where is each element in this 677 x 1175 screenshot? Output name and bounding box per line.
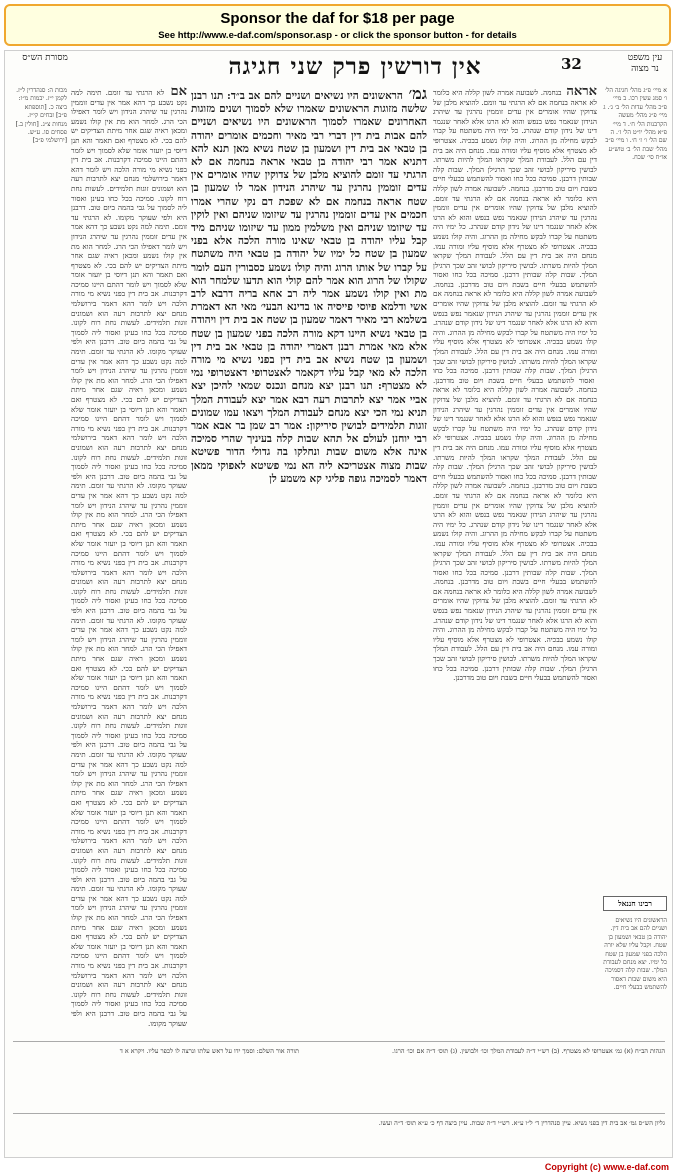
ein-mishpat-column <box>603 87 667 767</box>
sponsor-banner[interactable] <box>4 4 671 46</box>
sponsor-banner-title[interactable]: Sponsor the daf for $18 per page <box>220 10 455 27</box>
gemara-text: הראשונים היו נשיאים ושניים להם אב ב״ד: תנו רבנן שלשה מזוגות הראשונים שאמרו שלא לסמוך ושנים מזוגות האחרונים שאמרו לסמוך הראשונים היו נשיאים ושניים להם אבות בית דין דברי רבי מאיר וחכמים אומרים יהודה בן טבאי אב בית דין ושמעון בן שטח נשיא מאן תנא להא דתניא אמר רבי יהודה בן טבאי אראה בנחמה אם לא הרגתי עד זומם להוציא מלבן של צדוקין שהיו אומרים אין עדים זוממין נהרגין עד שיהרג הנידון אמר לו שמעון בן שטח אראה בנחמה אם לא שפכת דם נקי שהרי אמרו חכמים אין עדים זוממין נהרגין עד שיזומו שניהם ואין לוקין עד שיזומו שניהם ואין משלמין ממון עד שיזומו שניהם מיד קבל עליו יהודה בן טבאי שאינו מורה הלכה אלא בפני שמעון בן שטח כל ימיו של יהודה בן טבאי היה משתטח על קברו של אותו הרוג והיה קולו נשמע כסבורין העם לומר שקולו של הרוג הוא אמר להם קולי הוא תדעו שלמחר הוא מת ואין קולו נשמע אמר ליה רב אחא בריה דרבא לרב אשי ודלמא פיוסי פייסיה או בדינא הבעי׳ מאי הא דאמרת בשלמא רבי מאיר דאמר שמעון בן שטח אב בית דין ויהודה בן טבאי נשיא היינו דקא מורה הלכה בפני שמעון בן שטח אלא מאי אמרת רבנן דאמרי יהודה בן טבאי אב בית דין ושמעון בן שטח נשיא אב בית דין בפני נשיא מי מורה הלכה לא מאי קבל עליו דקאמר לאצטרופי דאצטרופי נמי לא מצטרף: תנו רבנן יצא מנחם ונכנס שמאי להיכן יצא אביי אמר יצא לתרבות רעה רבא אמר יצא לעבודת המלך תניא נמי הכי יצא מנחם לעבודת המלך ויצאו עמו שמונים זוגות תלמידים לבושין סיריקון: אמר רב שמן בר אבא אמר רבי יוחנן לעולם אל תהא שבות קלה בעיניך שהרי סמיכה אינה אלא משום שבות ונחלקו בה גדולי הדור פשיטא שבות מצוה אצטריכא ליה הא נמי פשיטא לאפוקי ממאן דאמר לסמיכה גופה פליגי קא משמע לן <box>191 90 427 485</box>
tosafot-column <box>71 84 187 1028</box>
hagahot-habach: הגהות הב״ח (א) גמ׳ אצטרופי לא מצטרף. (ב) רש״י ד״ה לעבודת המלך וכו׳ ולבושין. (ג) תוס׳ ד״ה אם וכו׳ הרגו. <box>391 1047 665 1055</box>
gilyon-hashas: גליון הש״ס גמ׳ אב בית דין בפני נשיא. עיין סנהדרין ד׳ ל״ו ע״א. רש״י ד״ה שבות. עיין ביצה דף כ׳ ע״א תוס׳ ד״ה ועשו. <box>378 1119 665 1127</box>
rashi-text-continued-4: בנחמה. לשבועה אמרה לשון קללה היא כלומר לא אראה בנחמה אם לא הרגתי עד זומם. להוציא מלבן של צדוקין שהיו אומרים אין עדים זוממין נהרגין עד שיהרג הנידון שנאמר נפש בנפש והוא לא הרגו אלא לאחר שנגמר דינו של נידון קודם שנהרג. כל ימיו היה משתטח על קברו לבקש מחילה מן ההרוג. והיה קולו נשמע בבכיה. אצטרופי לא מצטרף אלא מוסיף עליו ומורה עמו. מנחם היה אב בית דין עם הלל. לעבודת המלך שקראו המלך להיות משרתו. לבושין סיריקון לבושי זהב שכך הרגילן המלך. שבות קלה שבותין דרבנן. סמיכה בכל כחו ואסור להשתמש בבעלי חיים בשבת ויום טוב מדרבנן. <box>433 481 597 587</box>
copyright-notice[interactable]: Copyright (c) www.e-daf.com <box>544 1162 669 1172</box>
rashi-text-continued: בנחמה. לשבועה אמרה לשון קללה היא כלומר לא אראה בנחמה אם לא הרגתי עד זומם. להוציא מלבן של צדוקין שהיו אומרים אין עדים זוממין נהרגין עד שיהרג הנידון שנאמר נפש בנפש והוא לא הרגו אלא לאחר שנגמר דינו של נידון קודם שנהרג. כל ימיו היה משתטח על קברו לבקש מחילה מן ההרוג. והיה קולו נשמע בבכיה. אצטרופי לא מצטרף אלא מוסיף עליו ומורה עמו. מנחם היה אב בית דין עם הלל. לעבודת המלך שקראו המלך להיות משרתו. לבושין סיריקון לבושי זהב שכך הרגילן המלך. שבות קלה שבותין דרבנן. סמיכה בכל כחו ואסור להשתמש בבעלי חיים בשבת ויום טוב מדרבנן. <box>433 183 597 289</box>
rabbeinu-chananel-text: הראשונים היו נשיאים ושניים להם אב בית דין. יהודה בן טבאי ושמעון בן שטח. וקבל עליו שלא יורה הלכה בפני שמעון בן שטח כל ימיו. יצא מנחם לעבודת המלך. שבות קלה דסמיכה היא משום שבות דאסור להשתמש בבעלי חיים. <box>603 917 667 992</box>
gemara-lead-word: גמ׳ <box>402 84 428 103</box>
sponsor-banner-link[interactable]: See http://www.e-daf.com/sponsor.asp - or click the sponsor button - for details <box>158 30 517 41</box>
tosafot-text-continued: לא הרגתי עד זומם. תימה למה נקט נשבע כך דהא אמר אין עדים זוממין נהרגין עד שיהרג הנידון ויש לומר דאפילו הכי הרג. למחר הוא מת אין קולו נשמע ומכאן ראיה שגם אחר מיתת הצדיקים יש להם בכי. לא מצטרף ואם תאמר והא תנן דיוסי בן יועזר אומר שלא לסמוך ויש לומר דהתם היינו סמיכה דקרבנות. אב בית דין בפני נשיא מי מורה הלכה ויש לומר דהא דאמר בירושלמי מנחם יצא לתרבות רעה הוא ושמונים זוגות תלמידים. לעשות נחת רוח לקונו. סמיכה בכל כחו בעינן ואסור ליה לסמוך על גבי בהמה ביום טוב. דרבנן היא ולפי שעוקר מקומו. <box>71 212 187 357</box>
divider-line-bottom <box>13 1113 665 1114</box>
tosafot-text-continued-2: לא הרגתי עד זומם. תימה למה נקט נשבע כך דהא אמר אין עדים זוממין נהרגין עד שיהרג הנידון ויש לומר דאפילו הכי הרג. למחר הוא מת אין קולו נשמע ומכאן ראיה שגם אחר מיתת הצדיקים יש להם בכי. לא מצטרף ואם תאמר והא תנן דיוסי בן יועזר אומר שלא לסמוך ויש לומר דהתם היינו סמיכה דקרבנות. אב בית דין בפני נשיא מי מורה הלכה ויש לומר דהא דאמר בירושלמי מנחם יצא לתרבות רעה הוא ושמונים זוגות תלמידים. לעשות נחת רוח לקונו. סמיכה בכל כחו בעינן ואסור ליה לסמוך על גבי בהמה ביום טוב. דרבנן היא ולפי שעוקר מקומו. <box>71 347 187 491</box>
page-number: 32 <box>561 55 582 73</box>
page-header <box>5 51 674 81</box>
torah-or: תורה אור השלם: וסמך ידו על ראש עלתו ונרצה לו לכפר עליו. ויקרא א ד <box>119 1047 299 1055</box>
gemara-column <box>191 84 428 1037</box>
tosafot-text: לא הרגתי עד זומם. תימה למה נקט נשבע כך דהא אמר אין עדים זוממין נהרגין עד שיהרג הנידון ויש לומר דאפילו הכי הרג. למחר הוא מת אין קולו נשמע ומכאן ראיה שגם אחר מיתת הצדיקים יש להם בכי. לא מצטרף ואם תאמר והא תנן דיוסי בן יועזר אומר שלא לסמוך ויש לומר דהתם היינו סמיכה דקרבנות. אב בית דין בפני נשיא מי מורה הלכה ויש לומר דהא דאמר בירושלמי מנחם יצא לתרבות רעה הוא ושמונים זוגות תלמידים. לעשות נחת רוח לקונו. סמיכה בכל כחו בעינן ואסור ליה לסמוך על גבי בהמה ביום טוב. דרבנן היא ולפי שעוקר מקומו. <box>71 88 187 222</box>
divider-line <box>13 1041 665 1042</box>
tosafot-text-continued-3: לא הרגתי עד זומם. תימה למה נקט נשבע כך דהא אמר אין עדים זוממין נהרגין עד שיהרג הנידון ויש לומר דאפילו הכי הרג. למחר הוא מת אין קולו נשמע ומכאן ראיה שגם אחר מיתת הצדיקים יש להם בכי. לא מצטרף ואם תאמר והא תנן דיוסי בן יועזר אומר שלא לסמוך ויש לומר דהתם היינו סמיכה דקרבנות. אב בית דין בפני נשיא מי מורה הלכה ויש לומר דהא דאמר בירושלמי מנחם יצא לתרבות רעה הוא ושמונים זוגות תלמידים. לעשות נחת רוח לקונו. סמיכה בכל כחו בעינן ואסור ליה לסמוך על גבי בהמה ביום טוב. דרבנן היא ולפי שעוקר מקומו. <box>71 481 187 625</box>
tosafot-text-continued-5: לא הרגתי עד זומם. תימה למה נקט נשבע כך דהא אמר אין עדים זוממין נהרגין עד שיהרג הנידון ויש לומר דאפילו הכי הרג. למחר הוא מת אין קולו נשמע ומכאן ראיה שגם אחר מיתת הצדיקים יש להם בכי. לא מצטרף ואם תאמר והא תנן דיוסי בן יועזר אומר שלא לסמוך ויש לומר דהתם היינו סמיכה דקרבנות. אב בית דין בפני נשיא מי מורה הלכה ויש לומר דהא דאמר בירושלמי מנחם יצא לתרבות רעה הוא ושמונים זוגות תלמידים. לעשות נחת רוח לקונו. סמיכה בכל כחו בעינן ואסור ליה לסמוך על גבי בהמה ביום טוב. דרבנן היא ולפי שעוקר מקומו. <box>71 749 187 894</box>
rashi-column <box>433 84 597 937</box>
rabbeinu-chananel-label: רבינו חננאל <box>603 896 667 911</box>
running-head: אין דורשין פרק שני חגיגה <box>228 53 482 80</box>
rashi-text-continued-5: בנחמה. לשבועה אמרה לשון קללה היא כלומר לא אראה בנחמה אם לא הרגתי עד זומם. להוציא מלבן של צדוקין שהיו אומרים אין עדים זוממין נהרגין עד שיהרג הנידון שנאמר נפש בנפש והוא לא הרגו אלא לאחר שנגמר דינו של נידון קודם שנהרג. כל ימיו היה משתטח על קברו לבקש מחילה מן ההרוג. והיה קולו נשמע בבכיה. אצטרופי לא מצטרף אלא מוסיף עליו ומורה עמו. מנחם היה אב בית דין עם הלל. לעבודת המלך שקראו המלך להיות משרתו. לבושין סיריקון לבושי זהב שכך הרגילן המלך. שבות קלה שבותין דרבנן. סמיכה בכל כחו ואסור להשתמש בבעלי חיים בשבת ויום טוב מדרבנן. <box>433 577 597 683</box>
ein-mishpat-label: עין משפט נר מצוה <box>627 53 663 74</box>
mesorat-text: מכות ה: סנהדרין ל״ז. לקמן י״ז. יבמות מ״ו: ביצה כ. [תוספתא פ״ב] זבחים קי״ז. מנחות צ״ג. [חולין ב.] פסחים סו. ע״ש. [ירושלמי פ״ב] <box>15 87 67 145</box>
talmud-page <box>4 50 673 1158</box>
rashi-heading: אראה <box>561 84 597 99</box>
rashi-text: בנחמה. לשבועה אמרה לשון קללה היא כלומר לא אראה בנחמה אם לא הרגתי עד זומם. להוציא מלבן של צדוקין שהיו אומרים אין עדים זוממין נהרגין עד שיהרג הנידון שנאמר נפש בנפש והוא לא הרגו אלא לאחר שנגמר דינו של נידון קודם שנהרג. כל ימיו היה משתטח על קברו לבקש מחילה מן ההרוג. והיה קולו נשמע בבכיה. אצטרופי לא מצטרף אלא מוסיף עליו ומורה עמו. מנחם היה אב בית דין עם הלל. לעבודת המלך שקראו המלך להיות משרתו. לבושין סיריקון לבושי זהב שכך הרגילן המלך. שבות קלה שבותין דרבנן. סמיכה בכל כחו ואסור להשתמש בבעלי חיים בשבת ויום טוב מדרבנן. <box>433 88 597 193</box>
rashi-text-continued-3: בנחמה. לשבועה אמרה לשון קללה היא כלומר לא אראה בנחמה אם לא הרגתי עד זומם. להוציא מלבן של צדוקין שהיו אומרים אין עדים זוממין נהרגין עד שיהרג הנידון שנאמר נפש בנפש והוא לא הרגו אלא לאחר שנגמר דינו של נידון קודם שנהרג. כל ימיו היה משתטח על קברו לבקש מחילה מן ההרוג. והיה קולו נשמע בבכיה. אצטרופי לא מצטרף אלא מוסיף עליו ומורה עמו. מנחם היה אב בית דין עם הלל. לעבודת המלך שקראו המלך להיות משרתו. לבושין סיריקון לבושי זהב שכך הרגילן המלך. שבות קלה שבותין דרבנן. סמיכה בכל כחו ואסור להשתמש בבעלי חיים בשבת ויום טוב מדרבנן. <box>433 385 597 491</box>
tosafot-text-continued-6: לא הרגתי עד זומם. תימה למה נקט נשבע כך דהא אמר אין עדים זוממין נהרגין עד שיהרג הנידון ויש לומר דאפילו הכי הרג. למחר הוא מת אין קולו נשמע ומכאן ראיה שגם אחר מיתת הצדיקים יש להם בכי. לא מצטרף ואם תאמר והא תנן דיוסי בן יועזר אומר שלא לסמוך ויש לומר דהתם היינו סמיכה דקרבנות. אב בית דין בפני נשיא מי מורה הלכה ויש לומר דהא דאמר בירושלמי מנחם יצא לתרבות רעה הוא ושמונים זוגות תלמידים. לעשות נחת רוח לקונו. סמיכה בכל כחו בעינן ואסור ליה לסמוך על גבי בהמה ביום טוב. דרבנן היא ולפי שעוקר מקומו. <box>71 884 187 1028</box>
tosafot-heading: אם <box>164 84 187 99</box>
ein-mishpat-text: א מיי׳ פ״ג מהל׳ חגיגה הל׳ ו׳ סמג עשין רכו. ב מיי׳ פ״כ מהל׳ עדות הל׳ ב׳ ג׳. ג מיי׳ פ״ג מהל׳ מעשה הקרבנות הל׳ ח׳. ד מיי׳ פ״א מהל׳ יו״ט הל׳ ז׳. ה שם הל׳ ו׳ ז׳ ח׳. ו מיי׳ פ״ב מהל׳ שבת הל׳ ב׳ טוש״ע או״ח סי׳ שכח. <box>603 87 667 162</box>
rashi-text-continued-2: בנחמה. לשבועה אמרה לשון קללה היא כלומר לא אראה בנחמה אם לא הרגתי עד זומם. להוציא מלבן של צדוקין שהיו אומרים אין עדים זוממין נהרגין עד שיהרג הנידון שנאמר נפש בנפש והוא לא הרגו אלא לאחר שנגמר דינו של נידון קודם שנהרג. כל ימיו היה משתטח על קברו לבקש מחילה מן ההרוג. והיה קולו נשמע בבכיה. אצטרופי לא מצטרף אלא מוסיף עליו ומורה עמו. מנחם היה אב בית דין עם הלל. לעבודת המלך שקראו המלך להיות משרתו. לבושין סיריקון לבושי זהב שכך הרגילן המלך. שבות קלה שבותין דרבנן. סמיכה בכל כחו ואסור להשתמש בבעלי חיים בשבת ויום טוב מדרבנן. <box>433 279 597 385</box>
rabbeinu-chananel-column <box>603 917 667 1037</box>
mesorat-label: מסורת הש״ס <box>22 53 68 63</box>
mesorat-column <box>13 87 67 987</box>
tosafot-text-continued-4: לא הרגתי עד זומם. תימה למה נקט נשבע כך דהא אמר אין עדים זוממין נהרגין עד שיהרג הנידון ויש לומר דאפילו הכי הרג. למחר הוא מת אין קולו נשמע ומכאן ראיה שגם אחר מיתת הצדיקים יש להם בכי. לא מצטרף ואם תאמר והא תנן דיוסי בן יועזר אומר שלא לסמוך ויש לומר דהתם היינו סמיכה דקרבנות. אב בית דין בפני נשיא מי מורה הלכה ויש לומר דהא דאמר בירושלמי מנחם יצא לתרבות רעה הוא ושמונים זוגות תלמידים. לעשות נחת רוח לקונו. סמיכה בכל כחו בעינן ואסור ליה לסמוך על גבי בהמה ביום טוב. דרבנן היא ולפי שעוקר מקומו. <box>71 615 187 759</box>
